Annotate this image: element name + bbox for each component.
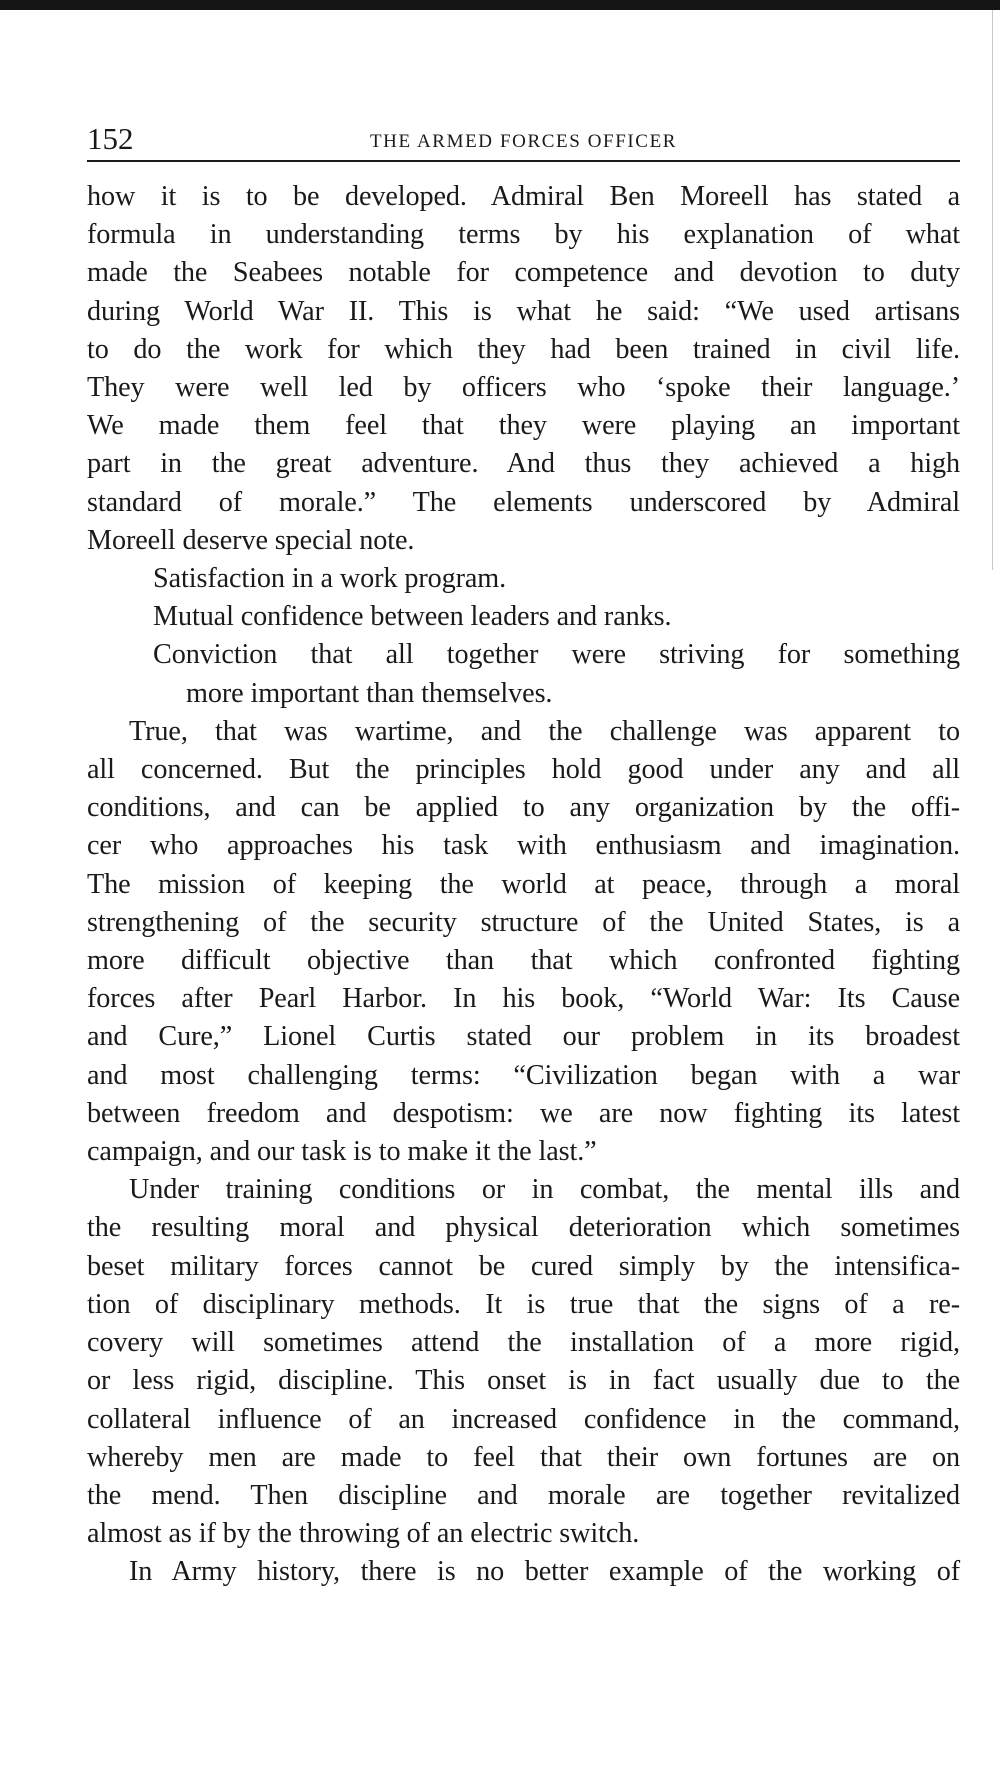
text-line: We made them feel that they were playing an important: [87, 410, 960, 442]
text-line: how it is to be developed. Admiral Ben Moreell has stated a: [87, 181, 960, 212]
text-line: They were well led by officers who ‘spoke their language.’: [87, 372, 960, 404]
list-item-continuation: more important than themselves.: [186, 677, 553, 709]
list-item: Mutual confidence between leaders and ranks.: [153, 601, 672, 633]
text-line: tion of disciplinary methods. It is true that the signs of a re-: [87, 1288, 960, 1320]
text-line: Moreell deserve special note.: [87, 524, 415, 556]
text-line: standard of morale.” The elements underscored by Admiral: [87, 486, 960, 518]
text-line: forces after Pearl Harbor. In his book, “World War: Its Cause: [87, 983, 960, 1015]
text-line: campaign, and our task is to make it the last.”: [87, 1136, 597, 1168]
text-line: almost as if by the throwing of an electric switch.: [87, 1518, 640, 1550]
page-header: [87, 120, 960, 164]
text-line: In Army history, there is no better example of the working of: [129, 1556, 960, 1588]
text-line: True, that was wartime, and the challenge was apparent to: [129, 715, 960, 747]
text-line: whereby men are made to feel that their own fortunes are on: [87, 1441, 960, 1473]
page-right-edge: [992, 10, 993, 570]
paragraph-1: [87, 178, 960, 560]
text-line: Under training conditions or in combat, the mental ills and: [129, 1174, 960, 1206]
body-text: [87, 178, 960, 1592]
running-title: THE ARMED FORCES OFFICER: [369, 131, 678, 152]
text-line: strengthening of the security structure of the United States, is a: [87, 906, 960, 938]
paragraph-3: [87, 1171, 960, 1553]
text-line: beset military forces cannot be cured simply by the intensifica-: [87, 1250, 960, 1282]
text-line: and most challenging terms: “Civilization began with a war: [87, 1059, 960, 1091]
text-line: collateral influence of an increased confidence in the command,: [87, 1403, 960, 1435]
text-line: The mission of keeping the world at peace, through a moral: [87, 868, 960, 900]
text-line: covery will sometimes attend the installation of a more rigid,: [87, 1327, 960, 1359]
paragraph-2: [87, 713, 960, 1171]
page-top-edge: [0, 0, 1000, 10]
text-line: during World War II. This is what he said: “We used artisans: [87, 295, 960, 327]
text-line: and Cure,” Lionel Curtis stated our problem in its broadest: [87, 1021, 960, 1053]
text-line: the resulting moral and physical deterioration which sometimes: [87, 1212, 960, 1244]
text-line: part in the great adventure. And thus they achieved a high: [87, 448, 960, 480]
text-line: between freedom and despotism: we are now fighting its latest: [87, 1097, 960, 1129]
text-line: to do the work for which they had been trained in civil life.: [87, 333, 960, 365]
list-item: Conviction that all together were striving for something: [153, 639, 960, 671]
page-number: 152: [87, 121, 134, 156]
text-line: cer who approaches his task with enthusiasm and imagination.: [87, 830, 960, 862]
text-line: or less rigid, discipline. This onset is in fact usually due to the: [87, 1365, 960, 1397]
paragraph-4: [87, 1553, 960, 1591]
text-line: conditions, and can be applied to any organization by the offi-: [87, 792, 960, 824]
text-line: the mend. Then discipline and morale are together revitalized: [87, 1479, 960, 1511]
header-rule: [87, 160, 960, 162]
text-line: formula in understanding terms by his explanation of what: [87, 219, 960, 251]
list-item: Satisfaction in a work program.: [153, 563, 507, 595]
text-line: made the Seabees notable for competence and devotion to duty: [87, 257, 960, 289]
text-line: all concerned. But the principles hold good under any and all: [87, 754, 960, 786]
text-line: more difficult objective than that which confronted fighting: [87, 945, 960, 977]
indented-list: [87, 560, 960, 713]
